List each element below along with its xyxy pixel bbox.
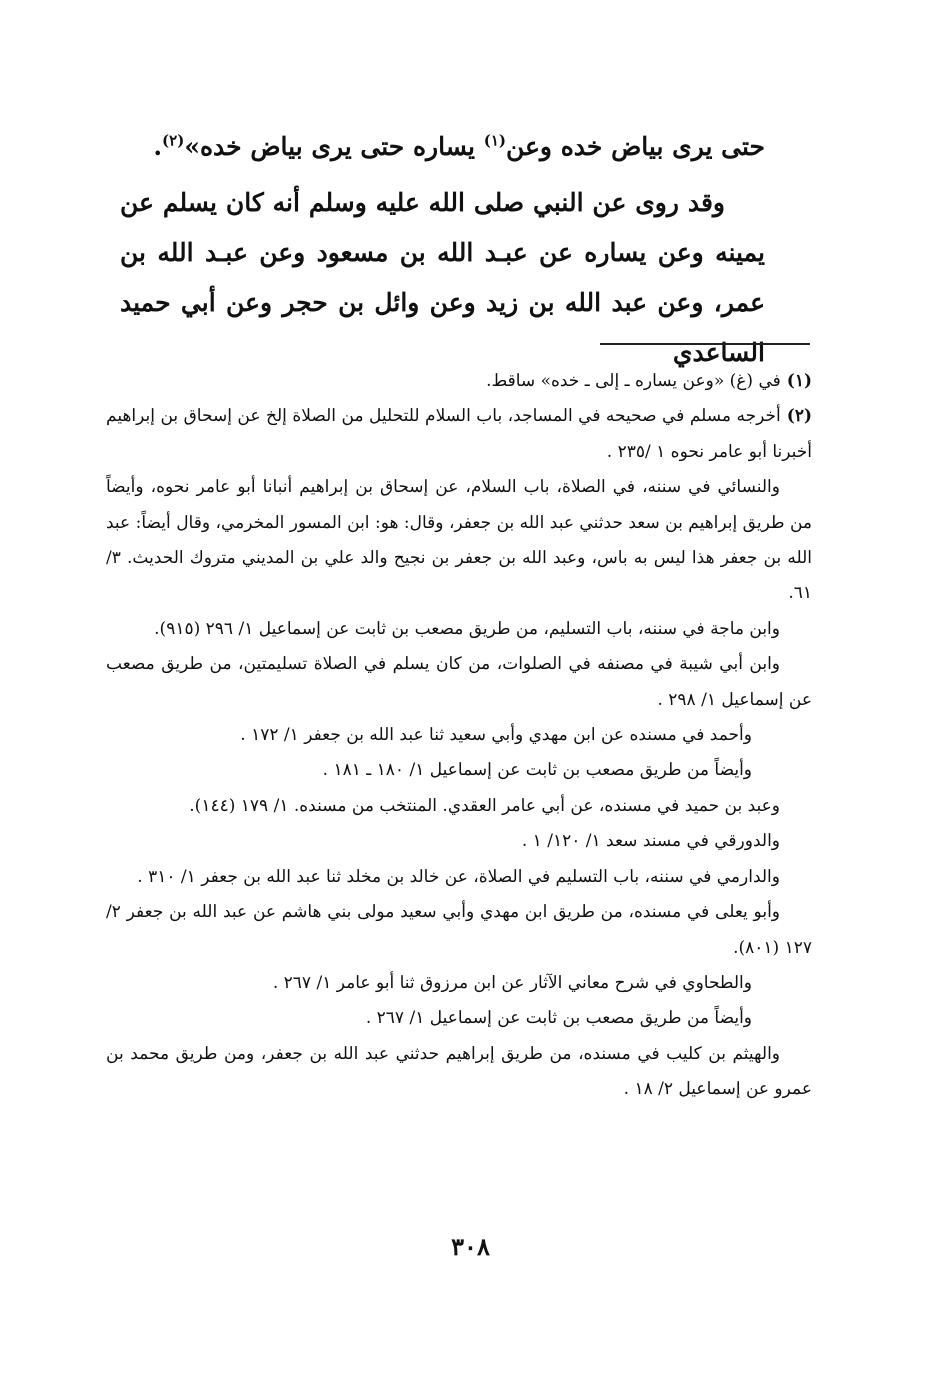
footnote-2-line-2: وابن ماجة في سننه، باب التسليم، من طريق مصعب بن ثابت عن إسماعيل ١/ ٢٩٦ (٩١٥).: [154, 618, 780, 639]
footnote-2-line-1: والنسائي في سننه، في الصلاة، باب السلام، عن إسحاق بن إبراهيم أنبانا أبو عامر نحوه، وأيضاً من طريق إبراهيم بن سعد حدثني عبد الله بن جعفر، وقال: هو: ابن المسور المخرمي، وقال أيضاً: عبد الله بن جعفر هذا ليس به باس، وعبد الله بن جعفر بن نجيح والد علي بن المديني متروك الحديث. ٣/ ٦١.: [106, 477, 812, 604]
main-line-1-end: .: [153, 132, 163, 161]
main-line-1-mid: يساره حتى يرى بياض خده»: [184, 132, 484, 161]
footnote-1-text: في (غ) «وعن يساره ـ إلى ـ خده» ساقط.: [486, 371, 781, 391]
footnote-separator: [600, 343, 810, 345]
footnote-2-line-6: وعبد بن حميد في مسنده، عن أبي عامر العقدي. المنتخب من مسنده. ١/ ١٧٩ (١٤٤).: [189, 795, 780, 816]
footnote-2-line-0: [106, 399, 812, 470]
footnote-2-line-4: وأحمد في مسنده عن ابن مهدي وأبي سعيد ثنا عبد الله بن جعفر ١/ ١٧٢ .: [240, 725, 752, 746]
main-line-1-start: حتى يرى بياض خده وعن: [505, 132, 765, 161]
main-line-1: [120, 122, 765, 172]
footnote-2-line-5: وأيضاً من طريق مصعب بن ثابت عن إسماعيل ١/ ١٨٠ ـ ١٨١ .: [322, 760, 752, 781]
footnote-2-line-11: وأيضاً من طريق مصعب بن ثابت عن إسماعيل ١/ ٢٦٧ .: [365, 1008, 752, 1029]
page-number: ٣٠٨: [451, 1232, 490, 1261]
footnote-2-line-3: وابن أبي شيبة في مصنفه في الصلوات، من كان يسلم في الصلاة تسليمتين، من طريق مصعب عن إسماعيل ١/ ٢٩٨ .: [106, 654, 812, 710]
footnote-ref-1: (١): [483, 131, 506, 150]
footnote-2-line-8: والدارمي في سننه، باب التسليم في الصلاة، عن خالد بن مخلد ثنا عبد الله بن جعفر ١/ ٣١٠ .: [137, 866, 780, 887]
footnote-2-line-10: والطحاوي في شرح معاني الآثار عن ابن مرزوق ثنا أبو عامر ١/ ٢٦٧ .: [272, 972, 752, 993]
footnotes: [106, 364, 812, 1108]
footnote-1-number: (١): [786, 371, 812, 391]
footnote-2-line-7: والدورقي في مسند سعد ١/ ١٢٠/ ١ .: [521, 831, 780, 852]
main-paragraph: وقد روى عن النبي صلى الله عليه وسلم أنه كان يسلم عن يمينه وعن يساره عن عبـد الله بن مسعود وعن عبـد الله بن عمر، وعن عبد الله بن زيد وعن وائل بن حجر وعن أبي حميد الساعدي: [120, 188, 765, 367]
footnote-2-text: أخرجه مسلم في صحيحه في المساجد، باب السلام للتحليل من الصلاة إلخ عن إسحاق بن إبراهيم أخبرنا أبو عامر نحوه ١ /٢٣٥ .: [106, 406, 812, 462]
main-text: [120, 122, 765, 378]
footnote-1: [106, 364, 812, 399]
footnote-2-line-9: وأبو يعلى في مسنده، من طريق ابن مهدي وأبي سعيد مولى بني هاشم عن عبد الله بن جعفر ٢/ ١٢٧ (٨٠١).: [106, 902, 812, 958]
footnote-2-line-12: والهيثم بن كليب في مسنده، من طريق إبراهيم حدثني عبد الله بن جعفر، ومن طريق محمد بن عمرو عن إسماعيل ٢/ ١٨ .: [106, 1043, 812, 1100]
footnote-ref-2: (٢): [162, 131, 185, 150]
footnote-2-number: (٢): [786, 406, 812, 427]
